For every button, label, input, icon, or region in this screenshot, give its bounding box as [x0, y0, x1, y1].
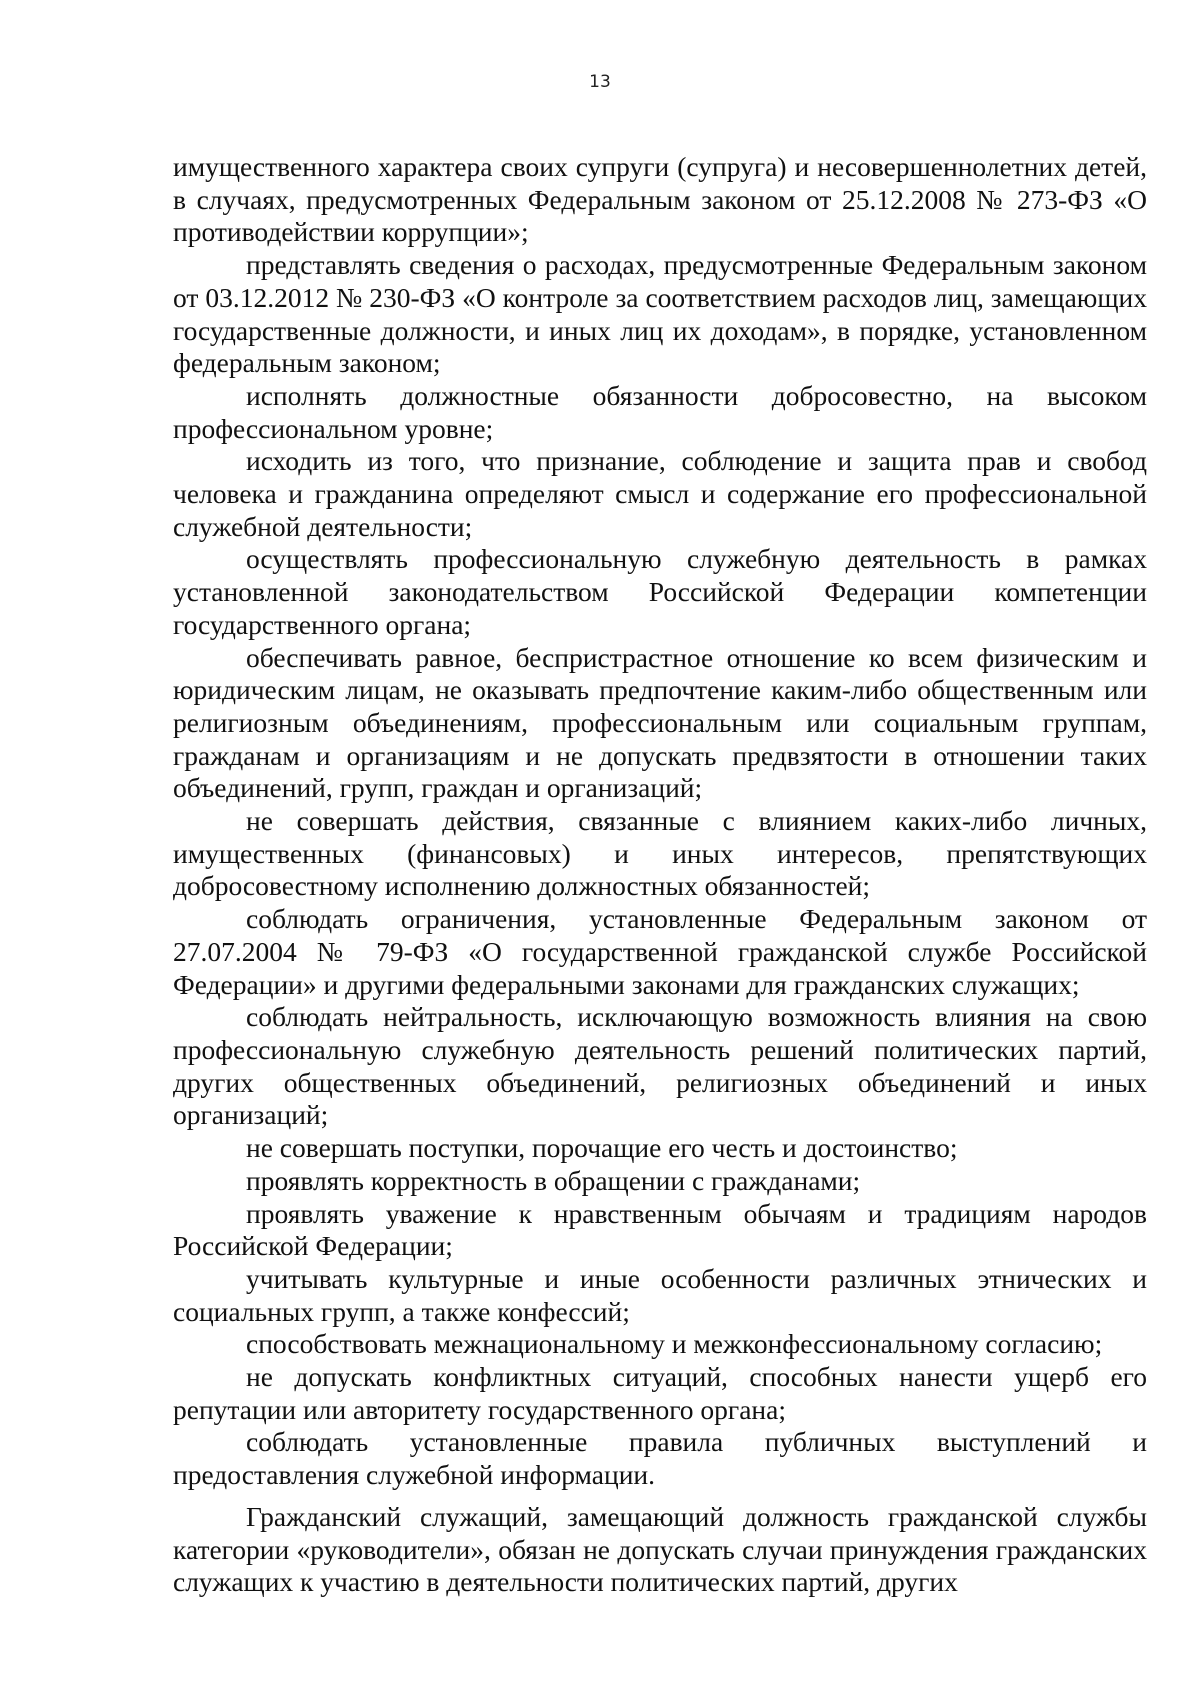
paragraph: способствовать межнациональному и межконфессиональному согласию;	[246, 1328, 1103, 1360]
paragraph: имущественного характера своих супруги (супруга) и несовершеннолетних детей, в случаях, предусмотренных Федеральным законом от 25.12.2008 № 273-ФЗ «О противодействии коррупции»;	[173, 151, 1147, 248]
paragraph: проявлять уважение к нравственным обычаям и традициям народов Российской Федерации;	[173, 1197, 1147, 1262]
paragraph: исполнять должностные обязанности добросовестно, на высоком профессиональном уровне;	[173, 379, 1147, 444]
paragraph: проявлять корректность в обращении с гражданами;	[246, 1164, 861, 1196]
paragraph: исходить из того, что признание, соблюдение и защита прав и свобод человека и гражданина определяют смысл и содержание его профессиональной служебной деятельности;	[173, 445, 1147, 542]
paragraph: не совершать действия, связанные с влиянием каких-либо личных, имущественных (финансовых) и иных интересов, препятствующих добросовестному исполнению должностных обязанностей;	[173, 805, 1147, 902]
paragraph: обеспечивать равное, беспристрастное отношение ко всем физическим и юридическим лицам, не оказывать предпочтение каким-либо общественным или религиозным объединениям, профессиональным или социальным группам, гражданам и организациям и не допускать предвзятости в отношении таких объединений, групп, граждан и организаций;	[173, 641, 1147, 804]
paragraph: учитывать культурные и иные особенности различных этнических и социальных групп, а также конфессий;	[173, 1262, 1147, 1327]
paragraph: не совершать поступки, порочащие его честь и достоинство;	[246, 1132, 958, 1164]
page-number: 13	[589, 72, 611, 92]
paragraph: соблюдать установленные правила публичных выступлений и предоставления служебной информации.	[173, 1426, 1147, 1491]
paragraph: соблюдать нейтральность, исключающую возможность влияния на свою профессиональную служебную деятельность решений политических партий, других общественных объединений, религиозных объединений и иных организаций;	[173, 1001, 1147, 1131]
paragraph: Гражданский служащий, замещающий должность гражданской службы категории «руководители», обязан не допускать случаи принуждения гражданских служащих к участию в деятельности политических партий, других	[173, 1500, 1147, 1598]
paragraph: представлять сведения о расходах, предусмотренные Федеральным законом от 03.12.2012 № 230-ФЗ «О контроле за соответствием расходов лиц, замещающих государственные должности, и иных лиц их доходам», в порядке, установленном федеральным законом;	[173, 249, 1147, 379]
document-body	[173, 151, 1147, 1599]
paragraph: не допускать конфликтных ситуаций, способных нанести ущерб его репутации или авторитету государственного органа;	[173, 1361, 1147, 1425]
paragraph: соблюдать ограничения, установленные Федеральным законом от 27.07.2004 № 79-ФЗ «О государственной гражданской службе Российской Федерации» и другими федеральными законами для гражданских служащих;	[173, 903, 1147, 1000]
paragraph: осуществлять профессиональную служебную деятельность в рамках установленной законодательством Российской Федерации компетенции государственного органа;	[173, 543, 1147, 640]
